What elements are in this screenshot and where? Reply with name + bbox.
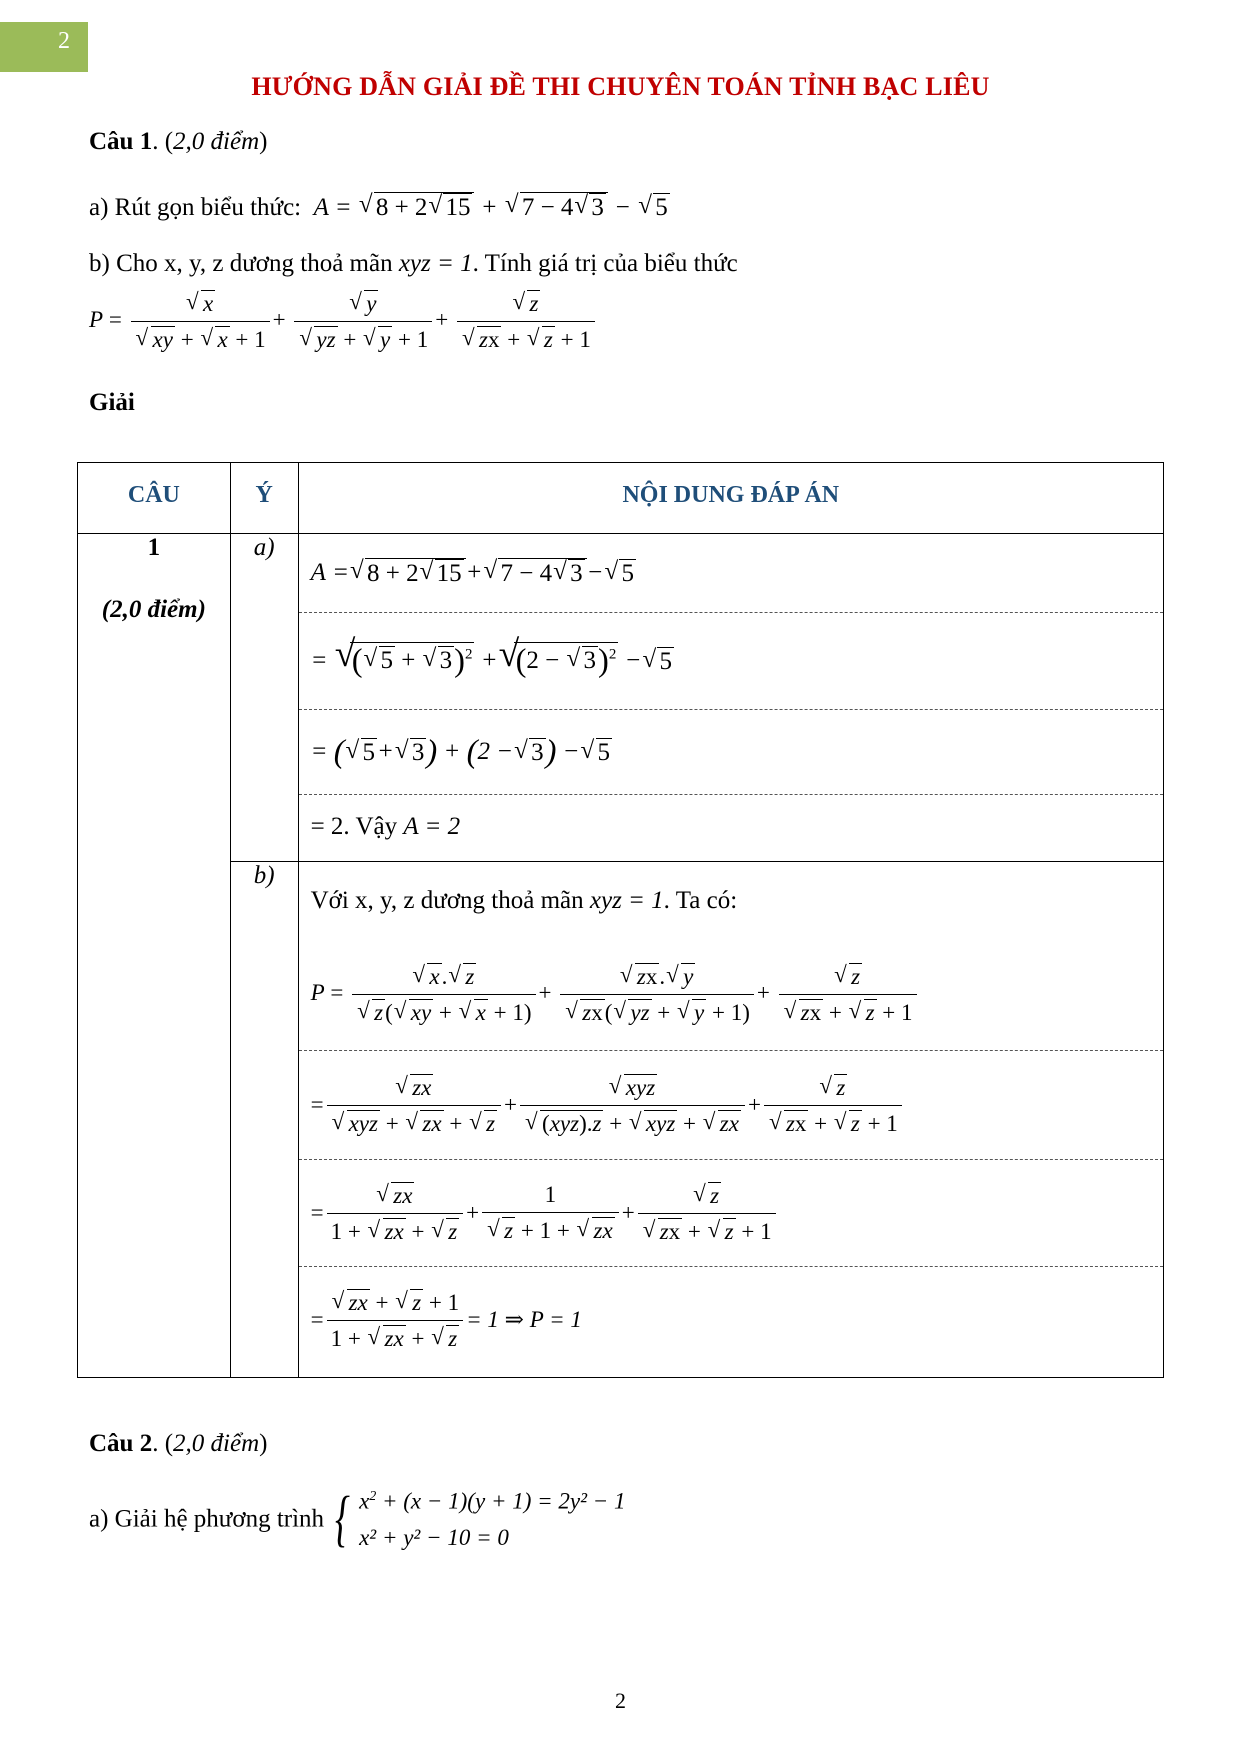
table-header-row xyxy=(78,463,1164,534)
equation-1-rhs: = 2y² − 1 xyxy=(537,1488,626,1514)
question-2-label: Câu 2 xyxy=(89,1430,153,1457)
b-final-result: = 1 ⇒ P = 1 xyxy=(466,1307,582,1333)
expression-a: A = √ 8 + 2√ 15 + √ 7 − 4√ 3 − √ 5 xyxy=(307,194,669,221)
question-1b xyxy=(89,250,738,278)
b-intro-condition: xyz = 1 xyxy=(589,886,664,914)
question-2a xyxy=(89,1485,626,1554)
page-tab-number: 2 xyxy=(58,28,70,54)
page-number-tab xyxy=(0,22,88,72)
question-2a-text: a) Giải hệ phương trình xyxy=(89,1505,325,1533)
equation-system: { $x^2 + (x - 1)(y + 1) = 2y^2 - 1$ x² + y² − 10 = 0 xyxy=(335,1485,626,1554)
content-a-cell xyxy=(298,534,1163,862)
b-expression-1: P = √ x.√ z √ z(√ xy + √ x + 1) + √ zx.√ y √ zx(√ yz + √ y + 1) + √ z √ zx + √ z + 1 xyxy=(311,963,920,1026)
question-1b-text-end: . Tính giá trị của biểu thức xyxy=(472,250,738,277)
question-1-label: Câu 1 xyxy=(89,128,153,155)
header-noi-dung: NỘI DUNG ĐÁP ÁN xyxy=(298,463,1163,534)
question-2-points: 2,0 điểm xyxy=(173,1430,260,1457)
b-step-3: = √ $\frac{zx}{1 + √ zx + √ z}$ + 1 √ z + 1 + √ zx + √ z √ zx + √ z + 1 xyxy=(299,1160,1163,1267)
table-row-a xyxy=(78,534,1164,862)
b-step-1 xyxy=(299,862,1163,1051)
b-intro xyxy=(311,887,738,915)
a-step-1: A = √ 8 + 2√ 15 + √ 7 − 4√ 3 − √ 5 xyxy=(299,534,1163,613)
question-1a xyxy=(89,192,670,222)
y-a-cell: a) xyxy=(230,534,298,862)
equation-1: $x^2 + (x - 1)(y + 1) = 2y^2 - 1$ xyxy=(359,1488,626,1514)
header-y: Ý xyxy=(230,463,298,534)
a-result: A = 2 xyxy=(403,813,461,840)
expression-p: P = √ x √ xy + √ x + 1 + √ y √ yz + √ y + 1 + √ z √ zx + √ z + 1 xyxy=(89,290,598,353)
cau-cell xyxy=(78,534,231,1378)
question-1-heading: Câu 1. (2,0 điểm) xyxy=(89,128,268,155)
b-step-2: = √ zx √ xyz + √ zx + √ z + √ xyz √ (xyz).z + √ xyz + √ zx + √ z √ zx + √ z + 1 xyxy=(299,1051,1163,1160)
equation-2: x² + y² − 10 = 0 xyxy=(359,1524,509,1550)
cau-points: (2,0 điểm) xyxy=(101,596,206,623)
table-row-b xyxy=(78,862,1164,1378)
y-b-cell: b) xyxy=(230,862,298,1378)
answer-table xyxy=(77,462,1164,1378)
solution-label: Giải xyxy=(89,389,135,416)
a-step-3: = ( √ 5 + √ 3 ) + ( 2 − √ 3 ) − √ 5 xyxy=(299,710,1163,795)
b-step-4: = √ $\frac{zx + √ z + 1}{1 + √ zx + √ z}$ = 1 ⇒ P = 1 xyxy=(299,1267,1163,1373)
page-number: 2 xyxy=(615,1688,626,1713)
question-2-heading: Câu 2. (2,0 điểm) xyxy=(89,1430,268,1457)
question-1b-text: b) Cho x, y, z dương thoả mãn xyxy=(89,250,393,277)
a-step-4-text: = 2. Vậy xyxy=(310,813,398,840)
question-1a-text: a) Rút gọn biểu thức: xyxy=(89,194,302,221)
document-title: HƯỚNG DẪN GIẢI ĐỀ THI CHUYÊN TOÁN TỈNH BẠC LIÊU xyxy=(251,72,990,101)
b-intro-text: Với x, y, z dương thoả mãn xyxy=(310,886,584,914)
content-b-cell xyxy=(298,862,1163,1378)
question-1-points: 2,0 điểm xyxy=(173,128,260,155)
question-1b-condition: xyz = 1 xyxy=(398,250,473,277)
a-step-2: = √ (√ 5 + √ 3)$^2$ + √ (2 − √ 3)$^2$ − √ 5 xyxy=(299,613,1163,710)
b-intro-text-end: . Ta có: xyxy=(663,886,738,914)
a-step-4 xyxy=(299,795,1163,859)
cau-number: 1 xyxy=(147,534,161,561)
header-cau: CÂU xyxy=(78,463,231,534)
